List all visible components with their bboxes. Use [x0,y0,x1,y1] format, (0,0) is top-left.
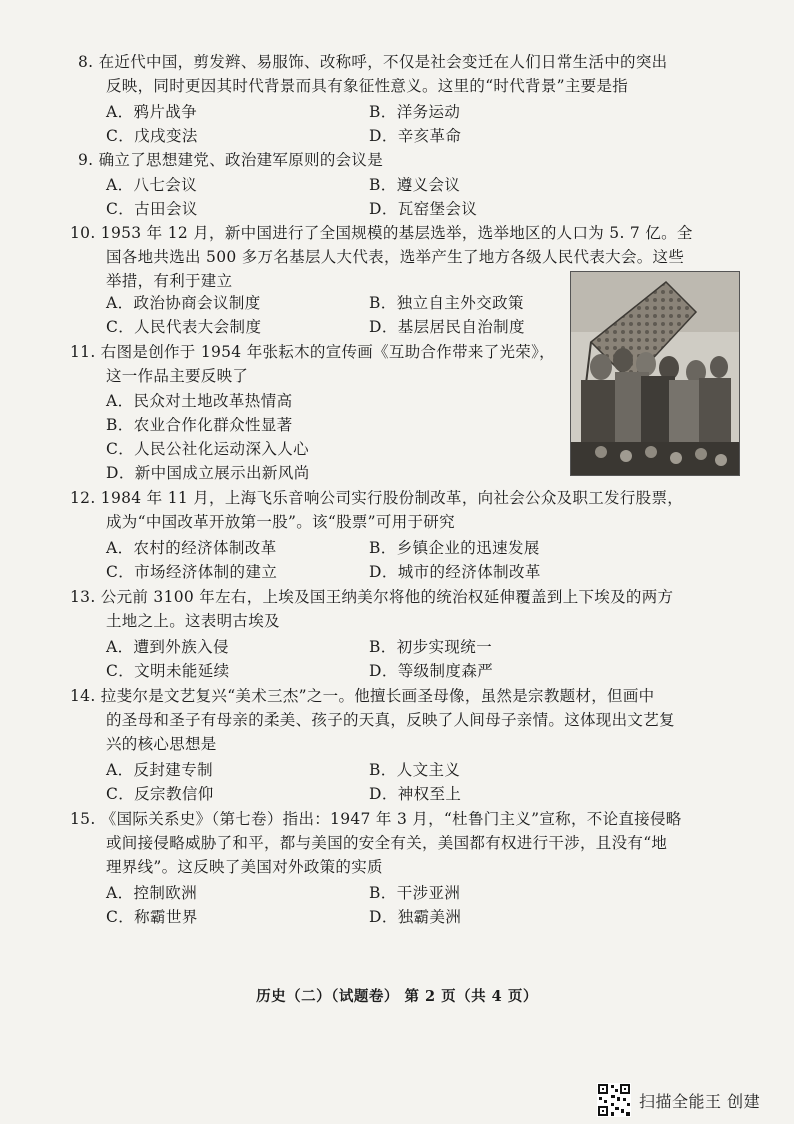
option-b: B．初步实现统一 [369,638,493,656]
option-c: C．人民代表大会制度 [106,318,262,336]
question-11-line-1 [70,342,555,362]
option-d: D．独霸美洲 [369,908,462,926]
question-15-line-2: 或间接侵略威胁了和平，都与美国的安全有关，美国都有权进行干涉，且没有“地 [106,834,668,852]
question-number: 13. [70,588,96,606]
question-13-line-2: 土地之上。这表明古埃及 [106,612,280,630]
question-10-line-2: 国各地共选出 500 多万名基层人大代表，选举产生了地方各级人民代表大会。这些 [106,248,685,266]
question-stem: 右图是创作于 1954 年张耘木的宣传画《互助合作带来了光荣》， [100,343,555,361]
question-10-line-1 [70,223,693,243]
option-c: C．文明未能延续 [106,662,230,680]
option-b: B．人文主义 [369,761,461,779]
question-9-line-1 [78,150,383,170]
option-c: C．戊戌变法 [106,127,198,145]
question-15-line-3: 理界线”。这反映了美国对外政策的实质 [106,858,383,876]
question-number: 11. [70,343,96,361]
question-8-line-1 [78,52,667,72]
question-stem: 1953 年 12 月，新中国进行了全国规模的基层选举，选举地区的人口为 5. 7 亿。全 [100,224,693,242]
question-10-line-3: 举措，有利于建立 [106,272,233,290]
question-stem: 在近代中国，剪发辫、易服饰、改称呼，不仅是社会变迁在人们日常生活中的突出 [98,53,668,71]
option-b: B．遵义会议 [369,176,461,194]
option-d: D．瓦窑堡会议 [369,200,478,218]
painting-illustration [571,272,739,475]
question-13-line-1 [70,587,673,607]
option-a: A．控制欧洲 [106,884,198,902]
question-stem: 1984 年 11 月，上海飞乐音响公司实行股份制改革，向社会公众及职工发行股票， [100,489,684,507]
question-number: 14. [70,687,96,705]
question-stem: 公元前 3100 年左右，上埃及国王纳美尔将他的统治权延伸覆盖到上下埃及的两方 [100,588,674,606]
question-number: 15. [70,810,96,828]
scanner-watermark [597,1082,760,1118]
option-b: B．乡镇企业的迅速发展 [369,539,540,557]
question-stem: 《国际关系史》（第七卷）指出：1947 年 3 月，“杜鲁门主义”宣称，不论直接侵略 [100,810,682,828]
question-8-line-2: 反映，同时更因其时代背景而具有象征性意义。这里的“时代背景”主要是指 [106,77,629,95]
option-b: B．干涉亚洲 [369,884,461,902]
propaganda-painting-image [570,271,740,476]
page-footer: 历史（二）（试题卷） 第 2 页（共 4 页） [256,988,538,1005]
option-d: D．神权至上 [369,785,462,803]
question-14-line-3: 兴的核心思想是 [106,735,217,753]
question-12-line-2: 成为“中国改革开放第一股”。该“股票”可用于研究 [106,513,455,531]
option-d: D．城市的经济体制改革 [369,563,541,581]
option-d: D．辛亥革命 [369,127,462,145]
option-b: B．洋务运动 [369,103,461,121]
option-c: C．人民公社化运动深入人心 [106,440,310,458]
question-number: 12. [70,489,96,507]
option-c: C．古田会议 [106,200,198,218]
question-11-line-2: 这一作品主要反映了 [106,367,249,385]
question-14-line-1 [70,686,654,706]
option-d: D．等级制度森严 [369,662,494,680]
scanner-watermark-text: 扫描全能王 创建 [639,1091,761,1111]
question-15-line-1 [70,809,682,829]
option-b: B．农业合作化群众性显著 [106,416,293,434]
question-number: 10. [70,224,96,242]
question-number: 8. [78,53,94,71]
question-14-line-2: 的圣母和圣子有母亲的柔美、孩子的天真，反映了人间母子亲情。这体现出文艺复 [106,711,675,729]
option-d: D．基层居民自治制度 [369,318,525,336]
option-c: C．反宗教信仰 [106,785,214,803]
option-d: D．新中国成立展示出新风尚 [106,464,310,482]
option-a: A．民众对土地改革热情高 [106,392,293,410]
option-c: C．称霸世界 [106,908,198,926]
question-12-line-1 [70,488,683,508]
option-b: B．独立自主外交政策 [369,294,524,312]
option-a: A．鸦片战争 [106,103,198,121]
option-a: A．反封建专制 [106,761,213,779]
question-stem: 拉斐尔是文艺复兴“美术三杰”之一。他擅长画圣母像，虽然是宗教题材，但画中 [100,687,655,705]
option-a: A．农村的经济体制改革 [106,539,277,557]
question-stem: 确立了思想建党、政治建军原则的会议是 [98,151,384,169]
option-a: A．八七会议 [106,176,198,194]
option-a: A．政治协商会议制度 [106,294,261,312]
question-number: 9. [78,151,94,169]
option-a: A．遭到外族入侵 [106,638,229,656]
option-c: C．市场经济体制的建立 [106,563,278,581]
qr-code-icon [597,1083,631,1117]
